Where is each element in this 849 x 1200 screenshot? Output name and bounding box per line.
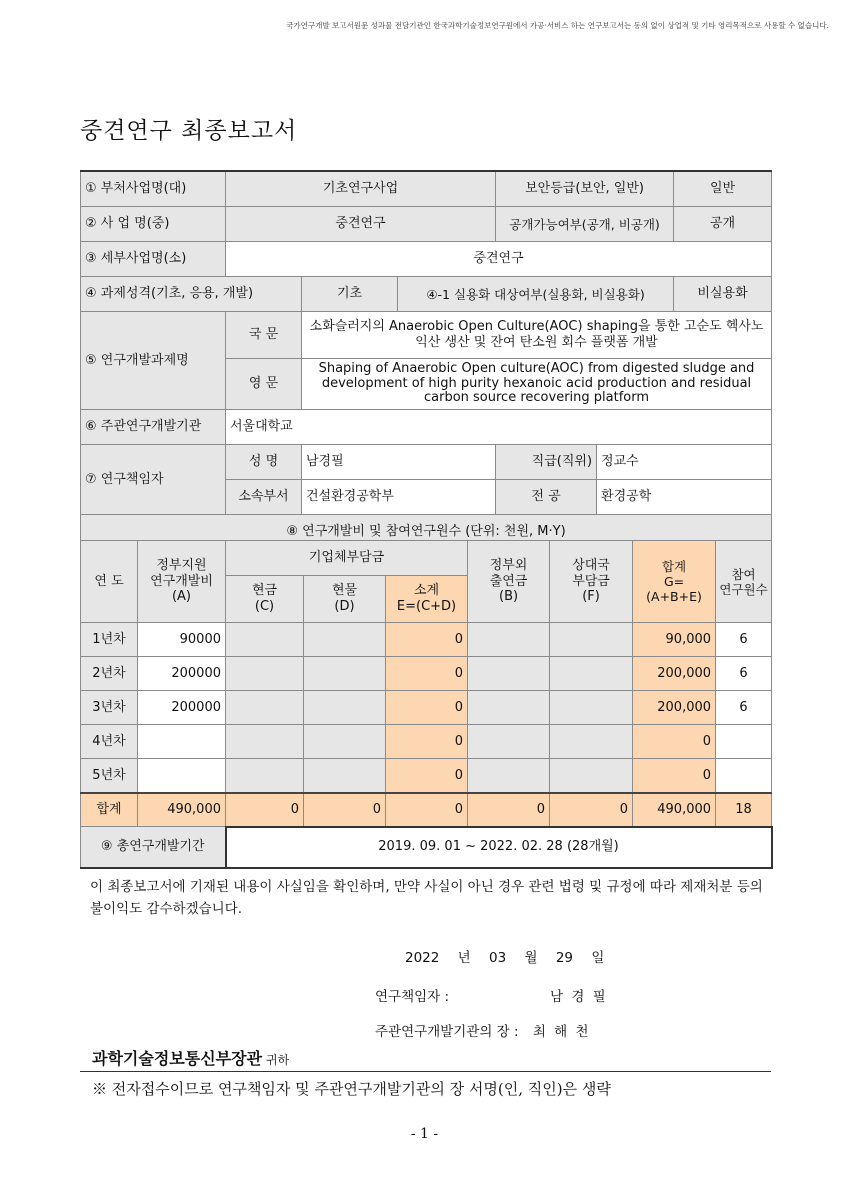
pi-signature-label: 연구책임자 : xyxy=(375,989,450,1005)
funding-row xyxy=(81,623,772,657)
pi-signature-line xyxy=(375,985,606,1005)
english-title-label: 영 문 xyxy=(226,359,302,410)
col-gov-header: 정부지원 연구개발비 (A) xyxy=(138,541,226,623)
funding-cell-staff xyxy=(716,759,772,794)
subprogram-value: 중견연구 xyxy=(226,242,772,277)
funding-cell-kind xyxy=(304,759,386,794)
funding-cell-partner xyxy=(550,691,633,725)
date-month: 03 xyxy=(489,950,507,966)
info-row-project-type xyxy=(81,277,772,312)
sum-cash: 0 xyxy=(226,793,304,827)
korean-title-value: 소화슬러지의 Anaerobic Open Culture(AOC) shaping을 통한 고순도 헥사노익산 생산 및 잔여 탄소원 회수 플랫폼 개발 xyxy=(302,312,772,359)
pi-rank-label: 직급(직위) xyxy=(496,445,597,480)
electronic-signature-note: ※ 전자접수이므로 연구책임자 및 주관연구개발기관의 장 서명(인, 직인)은 생략 xyxy=(92,1080,611,1098)
sum-subtotal: 0 xyxy=(386,793,468,827)
head-signature-label: 주관연구개발기관의 장 : xyxy=(375,1024,519,1040)
funding-cell-year: 4년차 xyxy=(81,725,138,759)
pi-major-label: 전 공 xyxy=(496,480,597,515)
head-signature-name: 최 해 천 xyxy=(532,1024,589,1040)
col-cash-header: 현금 (C) xyxy=(226,576,304,623)
page-title: 중견연구 최종보고서 xyxy=(80,118,298,144)
period-label: ⑨ 총연구개발기간 xyxy=(81,827,226,869)
funding-cell-total: 200,000 xyxy=(633,691,716,725)
page-number: - 1 - xyxy=(410,1126,439,1142)
pi-name-label: 성 명 xyxy=(226,445,302,480)
funding-cell-nongov xyxy=(468,657,550,691)
ministry-program-value: 기초연구사업 xyxy=(226,171,496,207)
funding-cell-year: 5년차 xyxy=(81,759,138,794)
report-date xyxy=(405,946,604,966)
funding-cell-year: 3년차 xyxy=(81,691,138,725)
funding-cell-cash xyxy=(226,691,304,725)
ministry-program-label: ① 부처사업명(대) xyxy=(81,171,226,207)
period-value: 2019. 09. 01 ~ 2022. 02. 28 (28개월) xyxy=(226,827,772,869)
funding-row xyxy=(81,725,772,759)
funding-cell-total: 200,000 xyxy=(633,657,716,691)
program-value: 중견연구 xyxy=(226,207,496,242)
funding-cell-gov: 200000 xyxy=(138,657,226,691)
info-row-ministry-program xyxy=(81,171,772,207)
funding-cell-nongov xyxy=(468,759,550,794)
funding-cell-gov: 200000 xyxy=(138,691,226,725)
addressee xyxy=(92,1046,289,1069)
project-title-label: ⑤ 연구개발과제명 xyxy=(81,312,226,410)
declaration-text: 이 최종보고서에 기재된 내용이 사실임을 확인하며, 만약 사실이 아닌 경우 관련 법령 및 규정에 따라 제재처분 등의 불이익도 감수하겠습니다. xyxy=(90,879,763,917)
funding-cell-kind xyxy=(304,725,386,759)
funding-cell-total: 90,000 xyxy=(633,623,716,657)
date-day-unit: 일 xyxy=(591,950,605,966)
sum-staff: 18 xyxy=(716,793,772,827)
funding-cell-partner xyxy=(550,623,633,657)
subprogram-label: ③ 세부사업명(소) xyxy=(81,242,226,277)
funding-cell-staff: 6 xyxy=(716,623,772,657)
pi-rank-value: 정교수 xyxy=(597,445,772,480)
funding-sum-row xyxy=(81,793,772,827)
date-year-unit: 년 xyxy=(457,950,471,966)
pi-dept-value: 건설환경공학부 xyxy=(302,480,496,515)
funding-cell-sub: 0 xyxy=(386,759,468,794)
funding-cell-nongov xyxy=(468,623,550,657)
funding-cell-gov xyxy=(138,759,226,794)
col-total-header: 합계 G=(A+B+E) xyxy=(633,541,716,623)
disclosure-label: 공개가능여부(공개, 비공개) xyxy=(496,207,674,242)
info-row-subprogram xyxy=(81,242,772,277)
funding-row xyxy=(81,691,772,725)
funding-cell-total: 0 xyxy=(633,725,716,759)
funding-row xyxy=(81,657,772,691)
institution-value: 서울대학교 xyxy=(226,410,772,445)
funding-table xyxy=(80,540,773,869)
col-partner-header: 상대국 부담금 (F) xyxy=(550,541,633,623)
commercialization-label: ④-1 실용화 대상여부(실용화, 비실용화) xyxy=(398,277,674,312)
pi-dept-label: 소속부서 xyxy=(226,480,302,515)
copyright-notice: 국가연구개발 보고서원문 성과물 전담기관인 한국과학기술정보연구원에서 가공·서비스 하는 연구보고서는 동의 없이 상업적 및 기타 영리목적으로 사용할 수 없습니다. xyxy=(286,21,829,30)
security-level-label: 보안등급(보안, 일반) xyxy=(496,171,674,207)
funding-cell-sub: 0 xyxy=(386,725,468,759)
sum-year: 합계 xyxy=(81,793,138,827)
funding-cell-cash xyxy=(226,725,304,759)
col-corp-header: 기업체부담금 xyxy=(226,541,468,576)
info-row-institution xyxy=(81,410,772,445)
funding-cell-year: 1년차 xyxy=(81,623,138,657)
divider-line xyxy=(80,1071,771,1072)
date-year: 2022 xyxy=(405,950,440,966)
funding-cell-kind xyxy=(304,691,386,725)
addressee-suffix: 귀하 xyxy=(266,1053,290,1067)
period-row xyxy=(81,827,772,869)
security-level-value: 일반 xyxy=(674,171,772,207)
col-kind-header: 현물 (D) xyxy=(304,576,386,623)
funding-cell-partner xyxy=(550,657,633,691)
funding-cell-kind xyxy=(304,623,386,657)
info-row-program xyxy=(81,207,772,242)
addressee-name: 과학기술정보통신부장관 xyxy=(92,1049,263,1068)
date-day: 29 xyxy=(555,950,574,966)
pi-label: ⑦ 연구책임자 xyxy=(81,445,226,515)
pi-major-value: 환경공학 xyxy=(597,480,772,515)
col-staff-header: 참여 연구원수 xyxy=(716,541,772,623)
funding-cell-cash xyxy=(226,623,304,657)
funding-cell-year: 2년차 xyxy=(81,657,138,691)
info-row-pi-name xyxy=(81,445,772,480)
funding-cell-nongov xyxy=(468,725,550,759)
col-nongov-header: 정부외 출연금 (B) xyxy=(468,541,550,623)
sum-partner: 0 xyxy=(550,793,633,827)
sum-total: 490,000 xyxy=(633,793,716,827)
project-info-table xyxy=(80,170,772,550)
sum-gov: 490,000 xyxy=(138,793,226,827)
commercialization-value: 비실용화 xyxy=(674,277,772,312)
date-month-unit: 월 xyxy=(524,950,538,966)
pi-signature-name: 남 경 필 xyxy=(550,989,606,1005)
funding-cell-staff: 6 xyxy=(716,691,772,725)
funding-cell-nongov xyxy=(468,691,550,725)
funding-cell-sub: 0 xyxy=(386,691,468,725)
funding-cell-cash xyxy=(226,657,304,691)
funding-cell-partner xyxy=(550,759,633,794)
english-title-value: Shaping of Anaerobic Open culture(AOC) from digested sludge and development of high purity hexanoic acid production and residual carbon source recovering platform xyxy=(302,359,772,410)
pi-name-value: 남경필 xyxy=(302,445,496,480)
funding-cell-staff: 6 xyxy=(716,657,772,691)
funding-cell-kind xyxy=(304,657,386,691)
funding-header-row-1 xyxy=(81,541,772,576)
program-label: ② 사 업 명(중) xyxy=(81,207,226,242)
funding-cell-sub: 0 xyxy=(386,657,468,691)
info-row-title-korean xyxy=(81,312,772,359)
funding-cell-partner xyxy=(550,725,633,759)
institution-label: ⑥ 주관연구개발기관 xyxy=(81,410,226,445)
funding-cell-staff xyxy=(716,725,772,759)
project-type-value: 기초 xyxy=(302,277,398,312)
sum-kind: 0 xyxy=(304,793,386,827)
korean-title-label: 국 문 xyxy=(226,312,302,359)
funding-row xyxy=(81,759,772,794)
funding-cell-gov xyxy=(138,725,226,759)
col-subtotal-header: 소계 E=(C+D) xyxy=(386,576,468,623)
col-year-header: 연 도 xyxy=(81,541,138,623)
disclosure-value: 공개 xyxy=(674,207,772,242)
funding-cell-cash xyxy=(226,759,304,794)
sum-nongov: 0 xyxy=(468,793,550,827)
funding-cell-sub: 0 xyxy=(386,623,468,657)
funding-section-title: ⑧ 연구개발비 및 참여연구원수 (단위: 천원, M·Y) xyxy=(81,515,772,550)
head-signature-line xyxy=(375,1020,589,1040)
funding-cell-total: 0 xyxy=(633,759,716,794)
funding-cell-gov: 90000 xyxy=(138,623,226,657)
project-type-label: ④ 과제성격(기초, 응용, 개발) xyxy=(81,277,302,312)
